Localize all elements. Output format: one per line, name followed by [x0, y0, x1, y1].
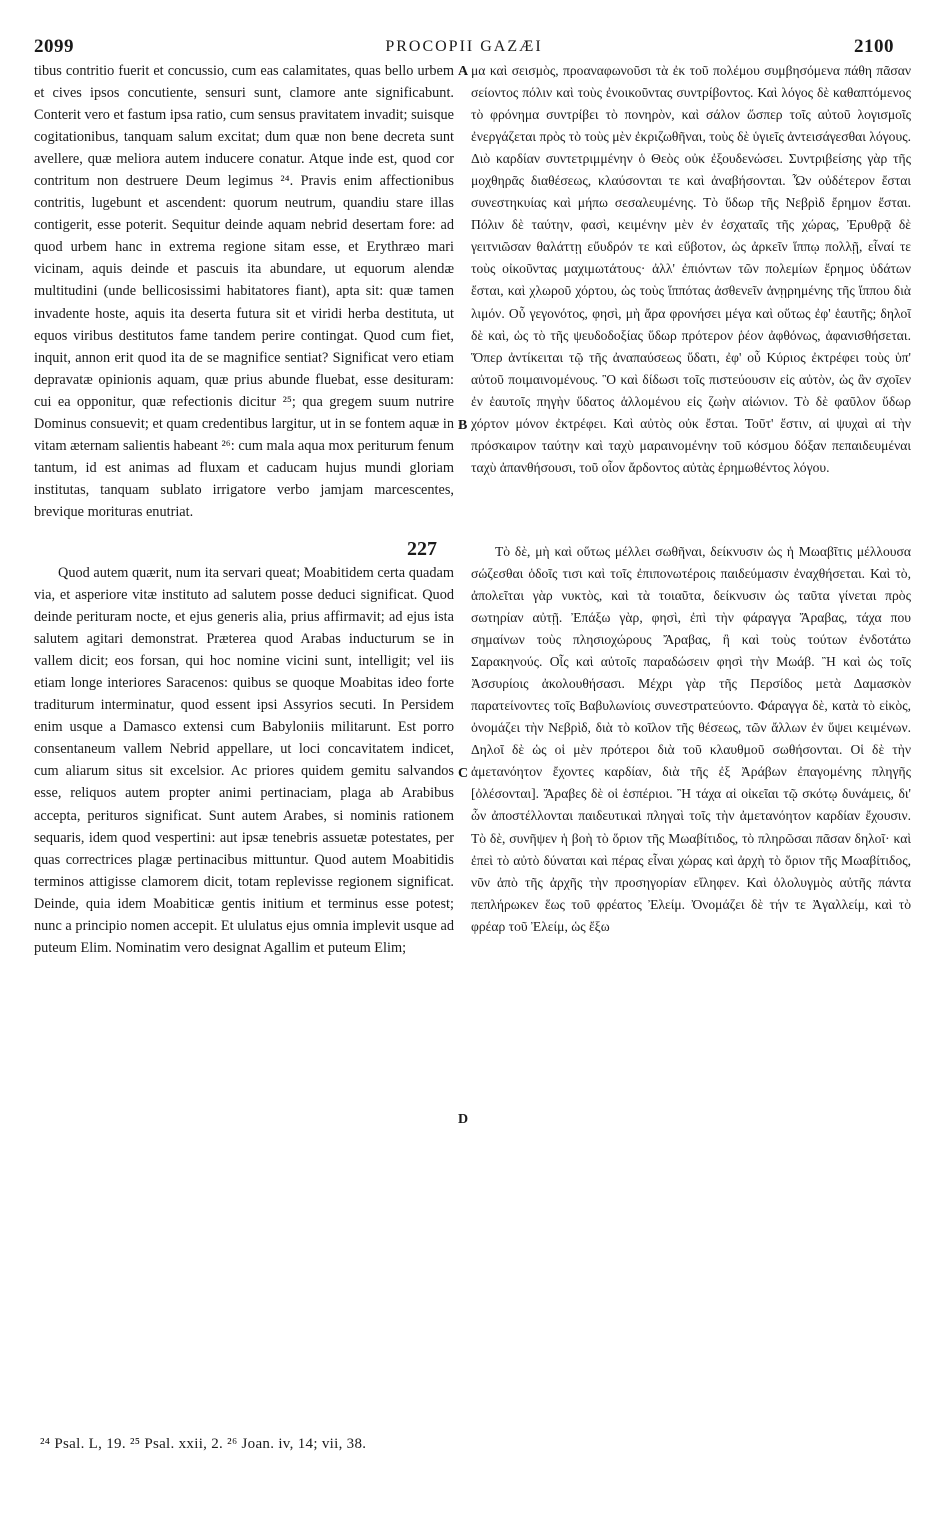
- footnotes: ²⁴ Psal. L, 19. ²⁵ Psal. xxii, 2. ²⁶ Joan. iv, 14; vii, 38.: [40, 1436, 367, 1452]
- margin-marker-c: C: [458, 766, 469, 781]
- greek-paragraph-1: μα καὶ σεισμὸς, προαναφωνοῦσι τὰ ἐκ τοῦ πολέμου συμβησόμενα πάθη πᾶσαν σείοντος πόλιν καὶ τοὺς ἐνοικοῦντας συντρίβοντος. Καὶ λόγος δὲ καθαπτόμενος τὸ φρόνημα συντρίβει τὸ πονηρὸν, καὶ σάλον ὥσπερ τοῖς αὐτοῦ λογισμοῖς ἐνεργάζεται πρὸς τὸ τοὺς μὲν ἐκριζωθῆναι, τοὺς δὲ ὑγιεῖς ἀντεισάγεσθαι λόγους. Διὸ καρδίαν συντετριμμένην ὁ Θεὸς οὐκ ἐξουδενώσει. Συντριβείσης γὰρ τῆς μοχθηρᾶς διαθέσεως, κλαύσονται τε καὶ ἀναβήσονται. Ὧν οὐδέτερον ἔσται συνεστηκυίας καὶ μήπω σεσαλευμένης. Τὸ ὕδωρ τῆς Νεβρὶδ ἔρημον ἔσται. Πόλιν δὲ ταύτην, φασὶ, κειμένην μὲν ἐν ἐσχαταῖς τῆς χώρας, Ἐρυθρᾷ δὲ γειτνιῶσαν θαλάττῃ εὔυδρόν τε καὶ εὔβοτον, ὡς ἀρκεῖν ἵππῳ πολλῇ, εἶναί τε τοὺς οἰκοῦντας μαχιμωτάτους· ἀλλ' ἐπιόντων τῶν πολεμίων ἔρημος ὑδάτων ἔσται, καὶ χλωροῦ χόρτου, ὡς τοὺς ἵππότας ἀσθενεῖν ἀνῃρημένης τῆς ἵππου διὰ λιμόν. Οὗ γεγονότος, φησὶ, μὴ ἄρα φρονήσει μέγα καὶ οὕτως ἐφ' ἑαυτῆς; δηλοῖ δὲ καὶ, ὡς τὸ τῆς ψευδοδοξίας ὕδωρ πρότερον ῥέον ἀφθόνως, ἀφανισθήσεται. Ὅπερ ἀντίκειται τῷ τῆς ἀναπαύσεως ὕδατι, ἐφ' οὗ Κύριος ἐκτρέφει τοὺς ὑπ' αὐτοῦ ποιμαινομένους. Ὃ καὶ δίδωσι τοῖς πιστεύουσιν εἰς αὐτὸν, ὡς ἂν σχοῖεν ἐν ἑαυτοῖς πηγὴν ὕδατος ἁλλομένου εἰς ζωὴν αἰώνιον. Τὸ δὲ φαῦλον ὕδωρ χόρτον μόνον ἐκτρέφει. Καὶ αὐτὸς οὐκ ἔσται. Τοῦτ' ἔστιν, αἱ ψυχαὶ αἱ τὴν πρόσκαιρον ταύτην καὶ ταχὺ μαραινομένην τοῦ κόσμου δόξαν πεπαιδευμέναι ταχὺ ἀπανθήσουσι, τοῦ οἶον ἄρδοντος αὐτὰς ἐρημωθέντος λόγου.: [471, 63, 911, 475]
- latin-column: [34, 60, 454, 959]
- latin-paragraph-1: tibus contritio fuerit et concussio, cum eas calamitates, quas bello urbem et cives ipsos concutiente, sensuri sunt, clamore ante significabunt. Conterit vero et fastum ipsa ratio, cum sensus pravitatem invadit; suisque cogitationibus, tanquam salum excitat; dum quæ non bene decreta sunt avellere, quæ meliora autem inducere conatur. Atque inde est, quod cor contritum non destruere Deum legimus ²⁴. Pravis enim affectionibus contritis, lugebunt et ascendent: quorum neutrum, quandiu stare illas contigerit, esse poterit. Sequitur deinde aquam nebrid desertam fore: ad quod urbem hanc in extrema regione sitam esse, et Erythræo mari vicinam, aquis deinde et pascuis ita abundare, ut equorum alendæ multitudini (unde bellicosissimi habitatores fiant), apta sit: quæ tamen invadente hoste, aquis ita deserta futura sit et viridi herba destituta, ut equos viribus destitutos fame tandem perire contingat. Quod cum fiet, inquit, annon erit quod ita de se magnifice sentiat? Significat vero etiam depravatæ opinionis aquam, quæ prius abunde fluebat, esse desituram: cui ea opponitur, quæ refectionis dicitur ²⁵; qua gregem suum nutrire Dominus consuevit; et quam credentibus largitur, ut in se fontem aquæ in vitam æternam salientis habeant ²⁶: cum mala aqua mox periturum fenum tantum, id est animas ad fluxam et caducam hujus mundi gloriam institutas, tanquam sublato irrigatore verbo jamjam marcescentes, brevique morituras enutriat.: [34, 63, 454, 520]
- margin-marker-d: D: [458, 1112, 469, 1127]
- margin-marker-a: A: [458, 64, 469, 79]
- greek-paragraph-2: Τὸ δὲ, μὴ καὶ οὕτως μέλλει σωθῆναι, δείκνυσιν ὡς ἡ Μωαβῖτις μέλλουσα σώζεσθαι ὁδοῖς τισι καὶ τοῖς ἐπιπονωτέροις παιδεύμασιν ἐναχθήσεται. Καὶ τὸ, ἀπολεῖται γὰρ νυκτὸς, καὶ τὰ τοιαῦτα, δείκνυσιν ὡς ταῦτα γίνεται πρὸς σωτηρίαν αὐτῇ. Ἐπάξω γὰρ, φησὶ, ἐπὶ τὴν φάραγγα Ἄραβας, τάχα που σημαίνων τοὺς πλησιοχώρους Ἄραβας, ἢ καὶ τοὺς τούτων ἐνδοτάτω Σαρακηνούς. Οἷς καὶ αὐτοῖς παραδώσειν φησὶ τὴν Μωάβ. Ἢ καὶ ὡς τοῖς Ἀσσυρίοις ἀκολουθήσασι. Μέχρι γὰρ τῆς Περσίδος μετὰ Δαμασκὸν παρατείνοντες τοῖς Βαβυλωνίοις συνεστρατεύοντο. Φάραγγα δὲ, κατὰ τὸ εἰκὸς, ὀνομάζει τὴν Νεβρὶδ, διὰ τὸ κοῖλον τῆς θέσεως, τῶν ἄλλων ἐν ὕψει κειμένων. Δηλοῖ δὲ ὡς οἱ μὲν πρότεροι διὰ τοῦ κλαυθμοῦ σωθήσονται. Οἱ δὲ τὴν ἀμετανόητον ἔχοντες καρδίαν, διὰ τῆς ἐξ Ἀράβων ἐπαγομένης πληγῆς [ὀλέσονται]. Ἄραβες δὲ οἱ ἑσπέριοι. Ἢ τάχα αἱ οἰκεῖαι τῷ σκότῳ δυνάμεις, δι' ὧν ἀποστέλλονται παιδευτικαὶ πληγαὶ τοῖς τὴν ἀμετανόητον καρδίαν ἔχουσιν. Τὸ δὲ, συνῆψεν ἡ βοὴ τὸ ὅριον τῆς Μωαβίτιδος, τὸ πληρῶσαι πᾶσαν δηλοῖ· καὶ ἐπεὶ τὸ αὐτὸ δύναται καὶ πέρας εἶναι χώρας καὶ ἀρχὴ τὸ ὅριον τῆς Μωαβίτιδος, νῦν ἀπὸ τῆς ἀρχῆς τὴν προσηγορίαν εἴληφεν. Καὶ ὀλολυγμὸς αὐτῆς πάντα πεπλήρωκεν ἕως τοῦ φρέατος Ἐλείμ. Ὀνομάζει δὲ τήν τε Ἀγαλλείμ, καὶ τὸ φρέαρ τοῦ Ἐλείμ, ὡς ἔξω: [471, 543, 911, 934]
- latin-paragraph-2: Quod autem quærit, num ita servari queat; Moabitidem certa quadam via, et asperiore vitæ instituto ad salutem posse deduci significat. Quod deinde perituram nocte, et ejus generis alia, prius affirmavit; ad ejus ista salutem agitari demonstrat. Præterea quod Arabas inducturum se in vallem dicit; eos forsan, qui hoc nomine vicini sunt, intelligit; vel iis etiam longe interiores Saracenos: quibus se quoque Moabitas ideo forte traditurum interminatur, quod essent ipsi Assyrios secuti. In Persidem enim usque a Damasco extensi cum Babyloniis militarunt. Est porro consentaneum vallem Nebrid appellare, ut loci concavitatem indicet, cum aliarum situs sit excelsior. Ac priores quidem gemitu salvandos esse, reliquos autem propter animi pertinaciam, plaga ab Arabibus accepta, perituros significat. Sunt autem Arabes, si nominis rationem sequaris, idem quod vespertini: aut ipsæ tenebris assuetæ potestates, per quas correctrices plagæ pertinacibus mittuntur. Quod autem Moabitidis terminos attigisse clamorem dicit, totam replevisse regionem significat. Deinde, quia idem Moabiticæ gentis initium et terminus esse potest; nunc a principio nomen accepit. Et ululatus ejus omnia implevit usque ad puteum Elim. Nominatim vero designat Agallim et puteum Elim;: [34, 564, 454, 956]
- paragraph-spacer: [471, 479, 911, 541]
- running-title: PROCOPII GAZÆI: [385, 38, 543, 55]
- greek-column: [471, 60, 911, 938]
- page-number-right: 2100: [854, 36, 894, 57]
- column-number: 227: [407, 538, 437, 560]
- page-number-left: 2099: [34, 36, 74, 57]
- paragraph-spacer: [34, 523, 454, 562]
- margin-marker-b: B: [458, 418, 468, 433]
